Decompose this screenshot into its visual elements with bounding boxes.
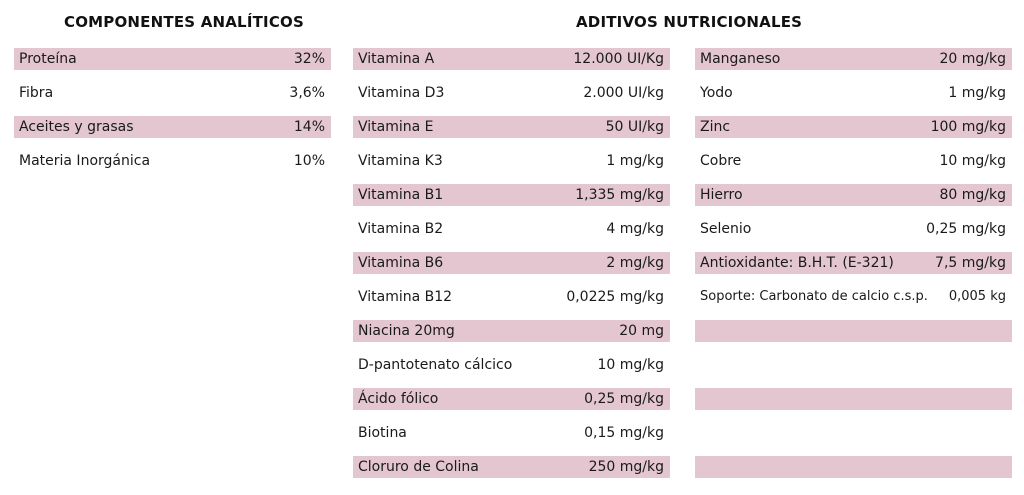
mineral-value: 1 mg/kg <box>948 85 1006 101</box>
mineral-name: Manganeso <box>700 51 781 67</box>
analytic-name: Materia Inorgánica <box>19 153 151 169</box>
vitamin-value: 20 mg <box>619 323 664 339</box>
mineral-row <box>695 82 1012 104</box>
mineral-row <box>695 150 1012 172</box>
vitamin-row <box>353 252 670 274</box>
vitamin-name: Vitamina B1 <box>358 187 444 203</box>
analytic-name: Aceites y grasas <box>19 119 134 135</box>
analytic-row <box>14 150 331 172</box>
analytic-row <box>14 116 331 138</box>
vitamin-value: 4 mg/kg <box>606 221 664 237</box>
vitamin-value: 1 mg/kg <box>606 153 664 169</box>
mineral-row <box>695 116 1012 138</box>
vitamin-row <box>353 354 670 376</box>
vitamin-value: 1,335 mg/kg <box>575 187 664 203</box>
vitamin-name: Niacina 20mg <box>358 323 455 339</box>
analytic-value: 10% <box>293 153 325 169</box>
analytic-value: 3,6% <box>289 85 325 101</box>
vitamin-value: 50 UI/kg <box>605 119 664 135</box>
mineral-row <box>695 286 1012 308</box>
mineral-row <box>695 252 1012 274</box>
vitamin-name: Biotina <box>358 425 407 441</box>
mineral-row <box>695 422 1012 444</box>
mineral-value: 10 mg/kg <box>939 153 1006 169</box>
mineral-row <box>695 218 1012 240</box>
mineral-name: Selenio <box>700 221 752 237</box>
vitamin-row <box>353 116 670 138</box>
vitamin-name: Ácido fólico <box>358 391 439 407</box>
vitamin-name: Vitamina K3 <box>358 153 443 169</box>
analytic-name: Proteína <box>19 51 77 67</box>
vitamin-name: Vitamina E <box>358 119 434 135</box>
mineral-row <box>695 320 1012 342</box>
mineral-value: 80 mg/kg <box>939 187 1006 203</box>
vitamin-name: Cloruro de Colina <box>358 459 479 475</box>
vitamin-row <box>353 48 670 70</box>
mineral-value: 0,005 kg <box>948 289 1006 304</box>
analytic-value: 32% <box>293 51 325 67</box>
mineral-name: Cobre <box>700 153 742 169</box>
vitamin-name: Vitamina A <box>358 51 435 67</box>
analytic-name: Fibra <box>19 85 54 101</box>
mineral-name: Zinc <box>700 119 731 135</box>
vitamin-value: 2 mg/kg <box>606 255 664 271</box>
mineral-row <box>695 456 1012 478</box>
vitamin-value: 0,15 mg/kg <box>584 425 664 441</box>
vitamin-row <box>353 286 670 308</box>
vitamin-row <box>353 422 670 444</box>
vitamin-name: Vitamina B12 <box>358 289 453 305</box>
vitamin-value: 250 mg/kg <box>588 459 664 475</box>
vitamin-name: Vitamina B2 <box>358 221 444 237</box>
minerals-table <box>695 48 1012 490</box>
vitamin-name: Vitamina D3 <box>358 85 445 101</box>
vitamin-value: 2.000 UI/kg <box>583 85 664 101</box>
vitamin-value: 10 mg/kg <box>597 357 664 373</box>
mineral-name: Hierro <box>700 187 743 203</box>
mineral-name: Antioxidante: B.H.T. (E-321) <box>700 255 894 271</box>
vitamin-row <box>353 218 670 240</box>
mineral-value: 20 mg/kg <box>939 51 1006 67</box>
mineral-row <box>695 48 1012 70</box>
analytic-value: 14% <box>293 119 325 135</box>
vitamin-value: 12.000 UI/Kg <box>573 51 664 67</box>
nutritional-additives-heading: ADITIVOS NUTRICIONALES <box>576 13 803 31</box>
analytic-components-table <box>14 48 331 184</box>
mineral-value: 7,5 mg/kg <box>935 255 1006 271</box>
mineral-name: Soporte: Carbonato de calcio c.s.p. <box>700 289 928 304</box>
analytic-row <box>14 48 331 70</box>
vitamin-row <box>353 184 670 206</box>
vitamin-value: 0,25 mg/kg <box>584 391 664 407</box>
vitamin-name: D-pantotenato cálcico <box>358 357 513 373</box>
mineral-value: 100 mg/kg <box>930 119 1006 135</box>
mineral-name: Yodo <box>700 85 733 101</box>
mineral-row <box>695 354 1012 376</box>
vitamin-row <box>353 388 670 410</box>
analytic-components-heading: COMPONENTES ANALÍTICOS <box>64 13 304 31</box>
analytic-row <box>14 82 331 104</box>
vitamin-row <box>353 82 670 104</box>
vitamins-table <box>353 48 670 490</box>
mineral-row <box>695 184 1012 206</box>
mineral-value: 0,25 mg/kg <box>926 221 1006 237</box>
vitamin-row <box>353 320 670 342</box>
vitamin-value: 0,0225 mg/kg <box>566 289 664 305</box>
vitamin-row <box>353 150 670 172</box>
vitamin-row <box>353 456 670 478</box>
vitamin-name: Vitamina B6 <box>358 255 444 271</box>
mineral-row <box>695 388 1012 410</box>
